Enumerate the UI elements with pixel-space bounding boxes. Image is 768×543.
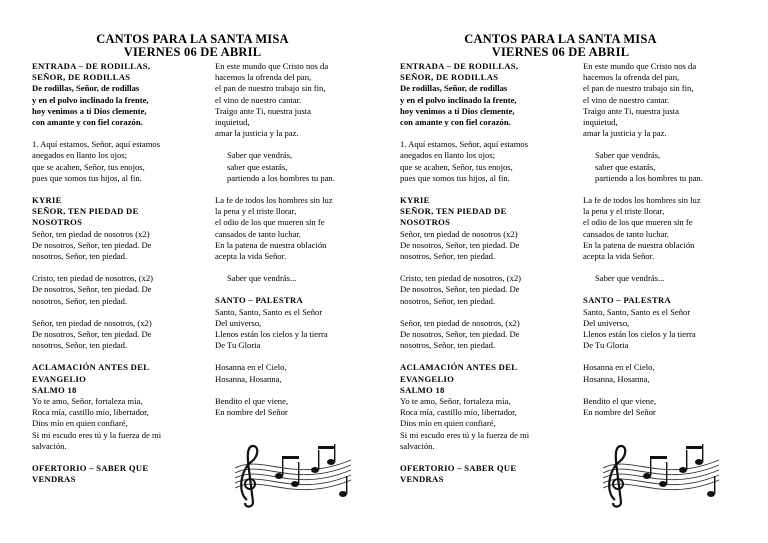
kyrie-heading: KYRIE xyxy=(400,195,430,206)
aclamacion-heading: SALMO 18 xyxy=(32,384,77,395)
entrada-verse-line: 1. Aquí estamos, Señor, aquí estamos xyxy=(32,139,161,150)
kyrie-line: De nosotros, Señor, ten piedad. De xyxy=(32,239,152,250)
ofertorio-line: el vino de nuestro cantar. xyxy=(215,94,302,105)
aclamacion-line: Si mi escudo eres tú y la fuerza de mi xyxy=(400,429,530,440)
kyrie-line: Señor, ten piedad de nosotros, (x2) xyxy=(400,317,520,328)
aclamacion-line: Si mi escudo eres tú y la fuerza de mi xyxy=(32,429,162,440)
entrada-heading: ENTRADA – DE RODILLAS, xyxy=(32,61,151,71)
ofertorio-line: el odio de los que mueren sin fe xyxy=(215,217,325,228)
aclamacion-heading: EVANGELIO xyxy=(32,373,87,384)
ofertorio-heading: VENDRAS xyxy=(32,474,76,485)
entrada-verse-line: anegados en llanto los ojos; xyxy=(400,150,495,161)
ofertorio-line: En la patena de nuestra oblación xyxy=(215,239,327,250)
aclamacion-heading: ACLAMACIÓN ANTES DEL xyxy=(400,362,518,373)
kyrie-line: De nosotros, Señor, ten piedad. De xyxy=(400,329,520,340)
aclamacion-heading: ACLAMACIÓN ANTES DEL xyxy=(32,362,150,373)
aclamacion-line: Yo te amo, Señor, fortaleza mía, xyxy=(32,396,143,407)
column-right xyxy=(583,61,758,418)
kyrie-heading: SEÑOR, TEN PIEDAD DE xyxy=(400,206,507,217)
ofertorio-chorus-line: saber que estarás, xyxy=(595,161,656,172)
ofertorio-line: la pena y el triste llorar, xyxy=(583,206,665,217)
kyrie-line: nosotros, Señor, ten piedad. xyxy=(400,251,496,262)
entrada-verse-line: pues que somos tus hijos, al fin. xyxy=(32,172,142,183)
ofertorio-line: acepta la vida Señor. xyxy=(215,251,287,262)
ofertorio-line: amar la justicia y la paz. xyxy=(215,128,299,139)
column-left xyxy=(400,61,578,486)
entrada-chorus-line: De rodillas, Señor, de rodillas xyxy=(400,83,508,94)
ofertorio-chorus-line: saber que estarás, xyxy=(227,161,288,172)
santo-line: Hosanna en el Cielo, xyxy=(215,362,287,373)
ofertorio-heading: OFERTORIO – SABER QUE xyxy=(32,463,149,474)
ofertorio-line: La fe de todos los hombres sin luz xyxy=(215,195,333,206)
entrada-verse-line: 1. Aquí estamos, Señor, aquí estamos xyxy=(400,139,529,150)
ofertorio-line: el pan de nuestro trabajo sin fin, xyxy=(583,83,694,94)
entrada-heading: SEÑOR, DE RODILLAS xyxy=(32,72,131,83)
santo-line: Hosanna, Hosanna, xyxy=(583,373,650,384)
entrada-verse-line: que se acaben, Señor, tus enojos, xyxy=(400,161,513,172)
santo-line: Bendito el que viene, xyxy=(215,395,289,406)
ofertorio-chorus-line: Saber que vendrás, xyxy=(595,150,661,161)
ofertorio-line: inquietud, xyxy=(215,117,250,128)
santo-line: Llenos están los cielos y la tierra xyxy=(583,329,696,340)
aclamacion-line: Dios mío en quien confiaré, xyxy=(400,418,496,429)
page-title: CANTOS PARA LA SANTA MISA xyxy=(96,32,289,46)
kyrie-line: De nosotros, Señor, ten piedad. De xyxy=(400,284,520,295)
column-left xyxy=(32,61,210,486)
ofertorio-line: el pan de nuestro trabajo sin fin, xyxy=(215,83,326,94)
santo-line: Hosanna en el Cielo, xyxy=(583,362,655,373)
entrada-verse-line: que se acaben, Señor, tus enojos, xyxy=(32,161,145,172)
santo-line: Santo, Santo, Santo es el Señor xyxy=(215,306,323,317)
music-notes-icon xyxy=(233,440,353,510)
entrada-chorus-line: con amante y con fiel corazón. xyxy=(32,117,143,128)
ofertorio-heading: VENDRAS xyxy=(400,474,444,485)
aclamacion-line: Roca mía, castillo mío, libertador, xyxy=(32,407,149,418)
ofertorio-line: hacemos la ofrenda del pan, xyxy=(583,72,680,83)
santo-line: Bendito el que viene, xyxy=(583,395,657,406)
santo-line: En nombre del Señor xyxy=(215,407,288,418)
entrada-chorus-line: y en el polvo inclinado la frente, xyxy=(32,94,149,105)
kyrie-line: nosotros, Señor, ten piedad. xyxy=(32,295,128,306)
kyrie-line: nosotros, Señor, ten piedad. xyxy=(400,340,496,351)
ofertorio-line: cansados de tanto luchar. xyxy=(583,228,669,239)
ofertorio-chorus-line: Saber que vendrás... xyxy=(595,273,665,284)
aclamacion-heading: EVANGELIO xyxy=(400,373,455,384)
kyrie-line: Señor, ten piedad de nosotros, (x2) xyxy=(32,317,152,328)
santo-heading: SANTO – PALESTRA xyxy=(583,295,672,306)
ofertorio-chorus-line: Saber que vendrás, xyxy=(227,150,293,161)
santo-line: En nombre del Señor xyxy=(583,407,656,418)
santo-line: Del universo, xyxy=(215,317,262,328)
music-notes-icon xyxy=(601,440,721,510)
kyrie-line: Señor, ten piedad de nosotros (x2) xyxy=(32,228,150,239)
entrada-verse-line: anegados en llanto los ojos; xyxy=(32,150,127,161)
ofertorio-chorus-line: partiendo a los hombres tu pan. xyxy=(595,172,703,183)
page-date: VIERNES 06 DE ABRIL xyxy=(491,45,630,59)
santo-heading: SANTO – PALESTRA xyxy=(215,295,304,306)
kyrie-heading: NOSOTROS xyxy=(400,217,451,228)
kyrie-line: nosotros, Señor, ten piedad. xyxy=(32,251,128,262)
page-date: VIERNES 06 DE ABRIL xyxy=(123,45,262,59)
panel-right xyxy=(398,0,760,543)
page-title: CANTOS PARA LA SANTA MISA xyxy=(464,32,657,46)
aclamacion-line: salvación. xyxy=(32,440,67,451)
ofertorio-line: En este mundo que Cristo nos da xyxy=(583,61,697,71)
kyrie-line: De nosotros, Señor, ten piedad. De xyxy=(32,284,152,295)
kyrie-line: nosotros, Señor, ten piedad. xyxy=(400,295,496,306)
ofertorio-chorus-line: Saber que vendrás... xyxy=(227,273,297,284)
ofertorio-line: amar la justicia y la paz. xyxy=(583,128,667,139)
santo-line: Santo, Santo, Santo es el Señor xyxy=(583,306,691,317)
entrada-chorus-line: De rodillas, Señor, de rodillas xyxy=(32,83,140,94)
ofertorio-line: Traigo ante Ti, nuestra justa xyxy=(583,105,679,116)
kyrie-line: De nosotros, Señor, ten piedad. De xyxy=(32,329,152,340)
aclamacion-line: Dios mío en quien confiaré, xyxy=(32,418,128,429)
santo-line: Del universo, xyxy=(583,317,630,328)
ofertorio-line: Traigo ante Ti, nuestra justa xyxy=(215,105,311,116)
ofertorio-line: La fe de todos los hombres sin luz xyxy=(583,195,701,206)
kyrie-line: nosotros, Señor, ten piedad. xyxy=(32,340,128,351)
ofertorio-line: el odio de los que mueren sin fe xyxy=(583,217,693,228)
ofertorio-line: inquietud, xyxy=(583,117,618,128)
entrada-chorus-line: hoy venimos a ti Dios clemente, xyxy=(400,105,515,116)
santo-line: Llenos están los cielos y la tierra xyxy=(215,329,328,340)
kyrie-heading: NOSOTROS xyxy=(32,217,83,228)
santo-line: De Tu Gloria xyxy=(215,340,261,351)
panel-left xyxy=(30,0,392,543)
aclamacion-line: Yo te amo, Señor, fortaleza mía, xyxy=(400,396,511,407)
ofertorio-line: acepta la vida Señor. xyxy=(583,251,655,262)
ofertorio-line: En la patena de nuestra oblación xyxy=(583,239,695,250)
entrada-chorus-line: hoy venimos a ti Dios clemente, xyxy=(32,105,147,116)
ofertorio-line: hacemos la ofrenda del pan, xyxy=(215,72,312,83)
ofertorio-heading: OFERTORIO – SABER QUE xyxy=(400,463,517,474)
ofertorio-line: la pena y el triste llorar, xyxy=(215,206,297,217)
aclamacion-line: Roca mía, castillo mío, libertador, xyxy=(400,407,517,418)
ofertorio-line: el vino de nuestro cantar. xyxy=(583,94,670,105)
aclamacion-heading: SALMO 18 xyxy=(400,384,445,395)
entrada-heading: ENTRADA – DE RODILLAS, xyxy=(400,61,519,71)
entrada-chorus-line: y en el polvo inclinado la frente, xyxy=(400,94,517,105)
entrada-heading: SEÑOR, DE RODILLAS xyxy=(400,72,499,83)
kyrie-line: Cristo, ten piedad de nosotros, (x2) xyxy=(32,273,154,284)
kyrie-line: Cristo, ten piedad de nosotros, (x2) xyxy=(400,273,522,284)
ofertorio-line: cansados de tanto luchar. xyxy=(215,228,301,239)
entrada-chorus-line: con amante y con fiel corazón. xyxy=(400,117,511,128)
santo-line: Hosanna, Hosanna, xyxy=(215,373,282,384)
column-right xyxy=(215,61,390,418)
ofertorio-line: En este mundo que Cristo nos da xyxy=(215,61,329,71)
santo-line: De Tu Gloria xyxy=(583,340,629,351)
kyrie-heading: SEÑOR, TEN PIEDAD DE xyxy=(32,206,139,217)
ofertorio-chorus-line: partiendo a los hombres tu pan. xyxy=(227,172,335,183)
entrada-verse-line: pues que somos tus hijos, al fin. xyxy=(400,172,510,183)
aclamacion-line: salvación. xyxy=(400,440,435,451)
kyrie-heading: KYRIE xyxy=(32,195,62,206)
kyrie-line: De nosotros, Señor, ten piedad. De xyxy=(400,239,520,250)
kyrie-line: Señor, ten piedad de nosotros (x2) xyxy=(400,228,518,239)
